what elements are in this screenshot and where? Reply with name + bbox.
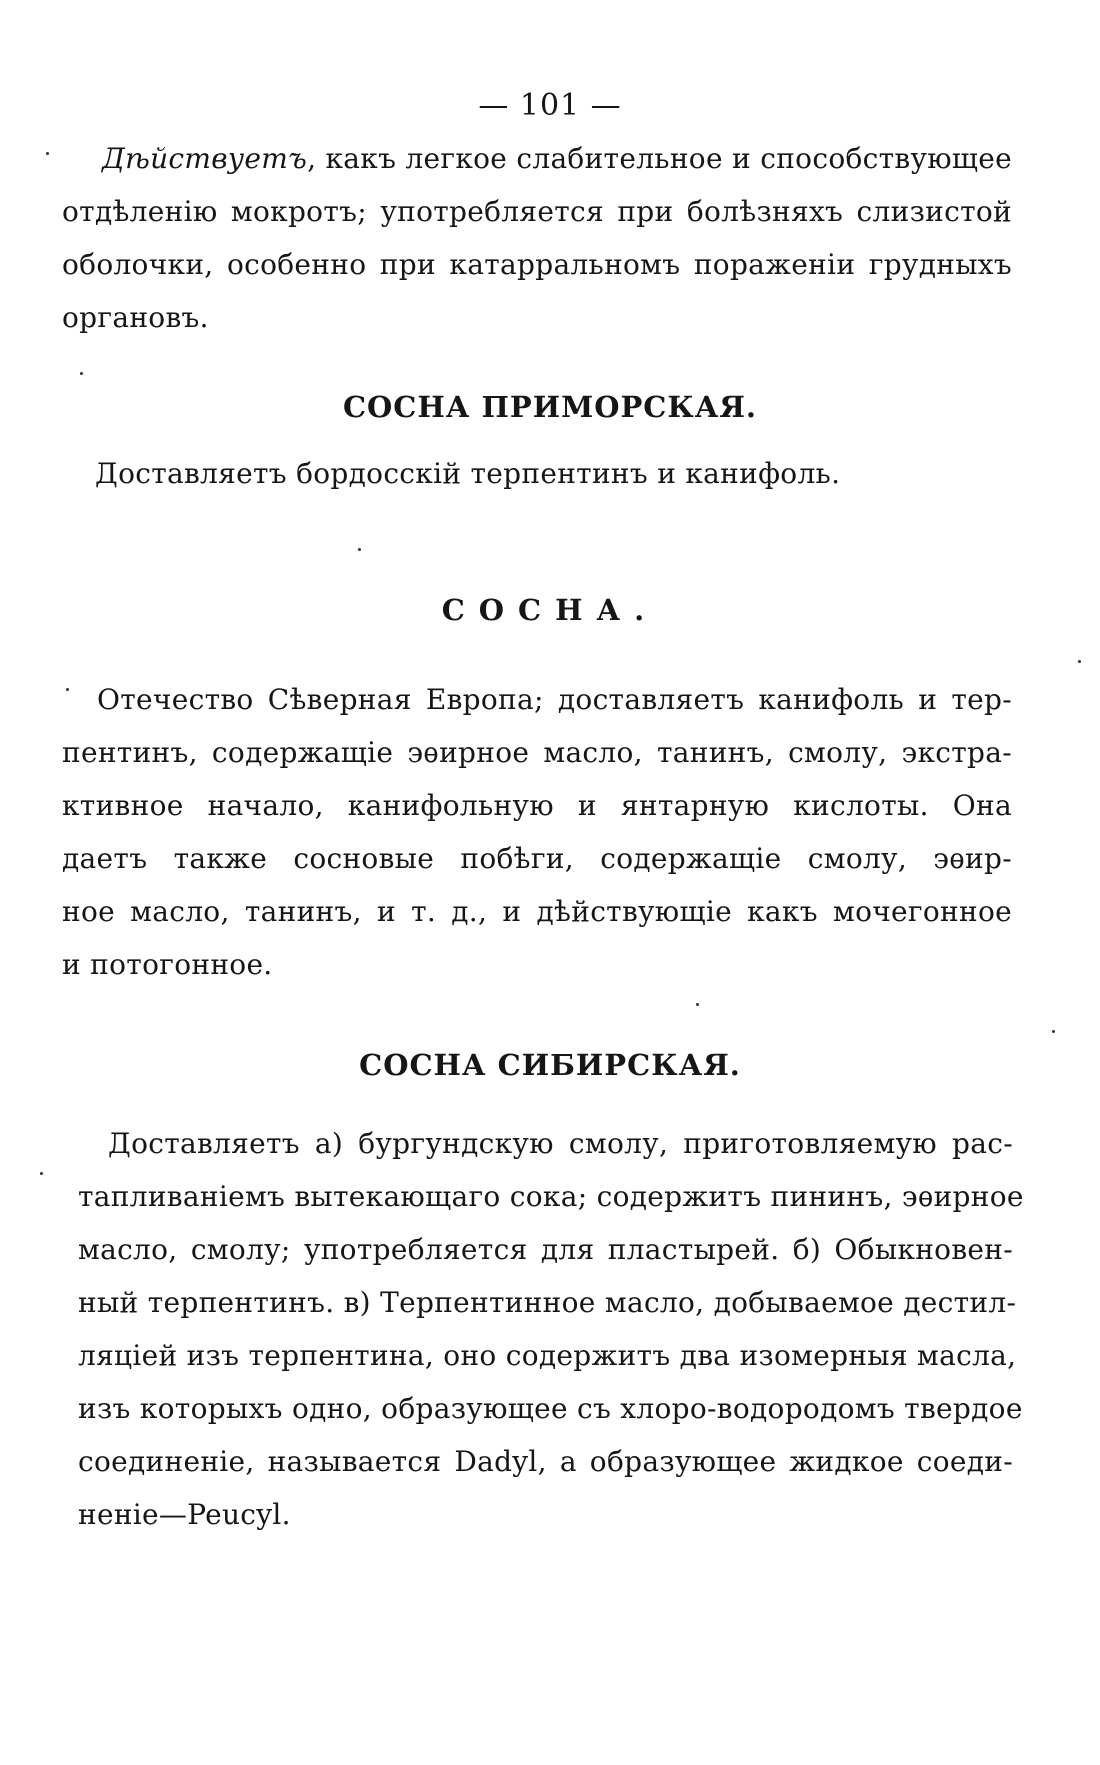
scan-speck [40, 1172, 43, 1175]
section-heading: СОСНА СИБИРСКАЯ. [359, 1048, 741, 1082]
paragraph-line: даетъ также сосновые побѣги, содержащіе смолу, эѳир- [62, 842, 1012, 875]
paragraph-line: ктивное начало, канифольную и янтарную кислоты. Она [62, 789, 1012, 822]
section-paragraph [78, 1117, 1024, 1541]
paragraph-line: ляціей изъ терпентина, оно содержитъ два изомерныя масла, [78, 1339, 1017, 1372]
paragraph-line: Доставляетъ а) бургундскую смолу, приготовляемую рас- [108, 1127, 1013, 1160]
paragraph-line: ное масло, танинъ, и т. д., и дѣйствующіе какъ мочегонное [62, 895, 1012, 928]
paragraph-line: оболочки, особенно при катарральномъ пораженіи грудныхъ [62, 248, 1012, 281]
intro-paragraph [62, 132, 1012, 344]
paragraph-line: неніе—Peucyl. [78, 1498, 291, 1531]
paragraph-line: отдѣленію мокротъ; употребляется при болѣзняхъ слизистой [62, 195, 1012, 228]
page-number: — 101 — [478, 88, 622, 123]
paragraph-line [62, 132, 1012, 185]
scan-speck [66, 688, 69, 691]
section-paragraph [62, 673, 1012, 991]
italic-lead-word: Дѣйствуетъ [102, 142, 308, 175]
paragraph-line: Отечество Сѣверная Европа; доставляетъ канифоль и тер- [97, 683, 1012, 716]
paragraph-line: органовъ. [62, 301, 209, 334]
line-text: , какъ легкое слабительное и способствующее [307, 142, 1012, 175]
paragraph-line: пентинъ, содержащіе эѳирное масло, танинъ, смолу, экстра- [62, 736, 1012, 769]
scan-speck [46, 152, 49, 155]
scan-speck [1078, 660, 1081, 663]
paragraph-line: тапливаніемъ вытекающаго сока; содержитъ пининъ, эѳирное [78, 1180, 1024, 1213]
section-heading: СОСНА. [441, 593, 659, 627]
scan-speck [1052, 1030, 1055, 1033]
paragraph-line: Доставляетъ бордосскій терпентинъ и канифоль. [95, 457, 841, 490]
paragraph-line: ный терпентинъ. в) Терпентинное масло, добываемое дестил- [78, 1286, 1017, 1319]
scan-speck [358, 548, 361, 551]
paragraph-line: и потогонное. [62, 948, 273, 981]
scan-speck [80, 372, 83, 375]
scan-speck [696, 1003, 699, 1006]
section-heading: СОСНА ПРИМОРСКАЯ. [342, 390, 758, 424]
paragraph-line: масло, смолу; употребляется для пластырей. б) Обыкновен- [78, 1233, 1013, 1266]
paragraph-line: изъ которыхъ одно, образующее съ хлоро-водородомъ твердое [78, 1392, 1023, 1425]
section-paragraph [95, 447, 995, 500]
paragraph-line: соединеніе, называется Dadyl, а образующее жидкое соеди- [78, 1445, 1013, 1478]
